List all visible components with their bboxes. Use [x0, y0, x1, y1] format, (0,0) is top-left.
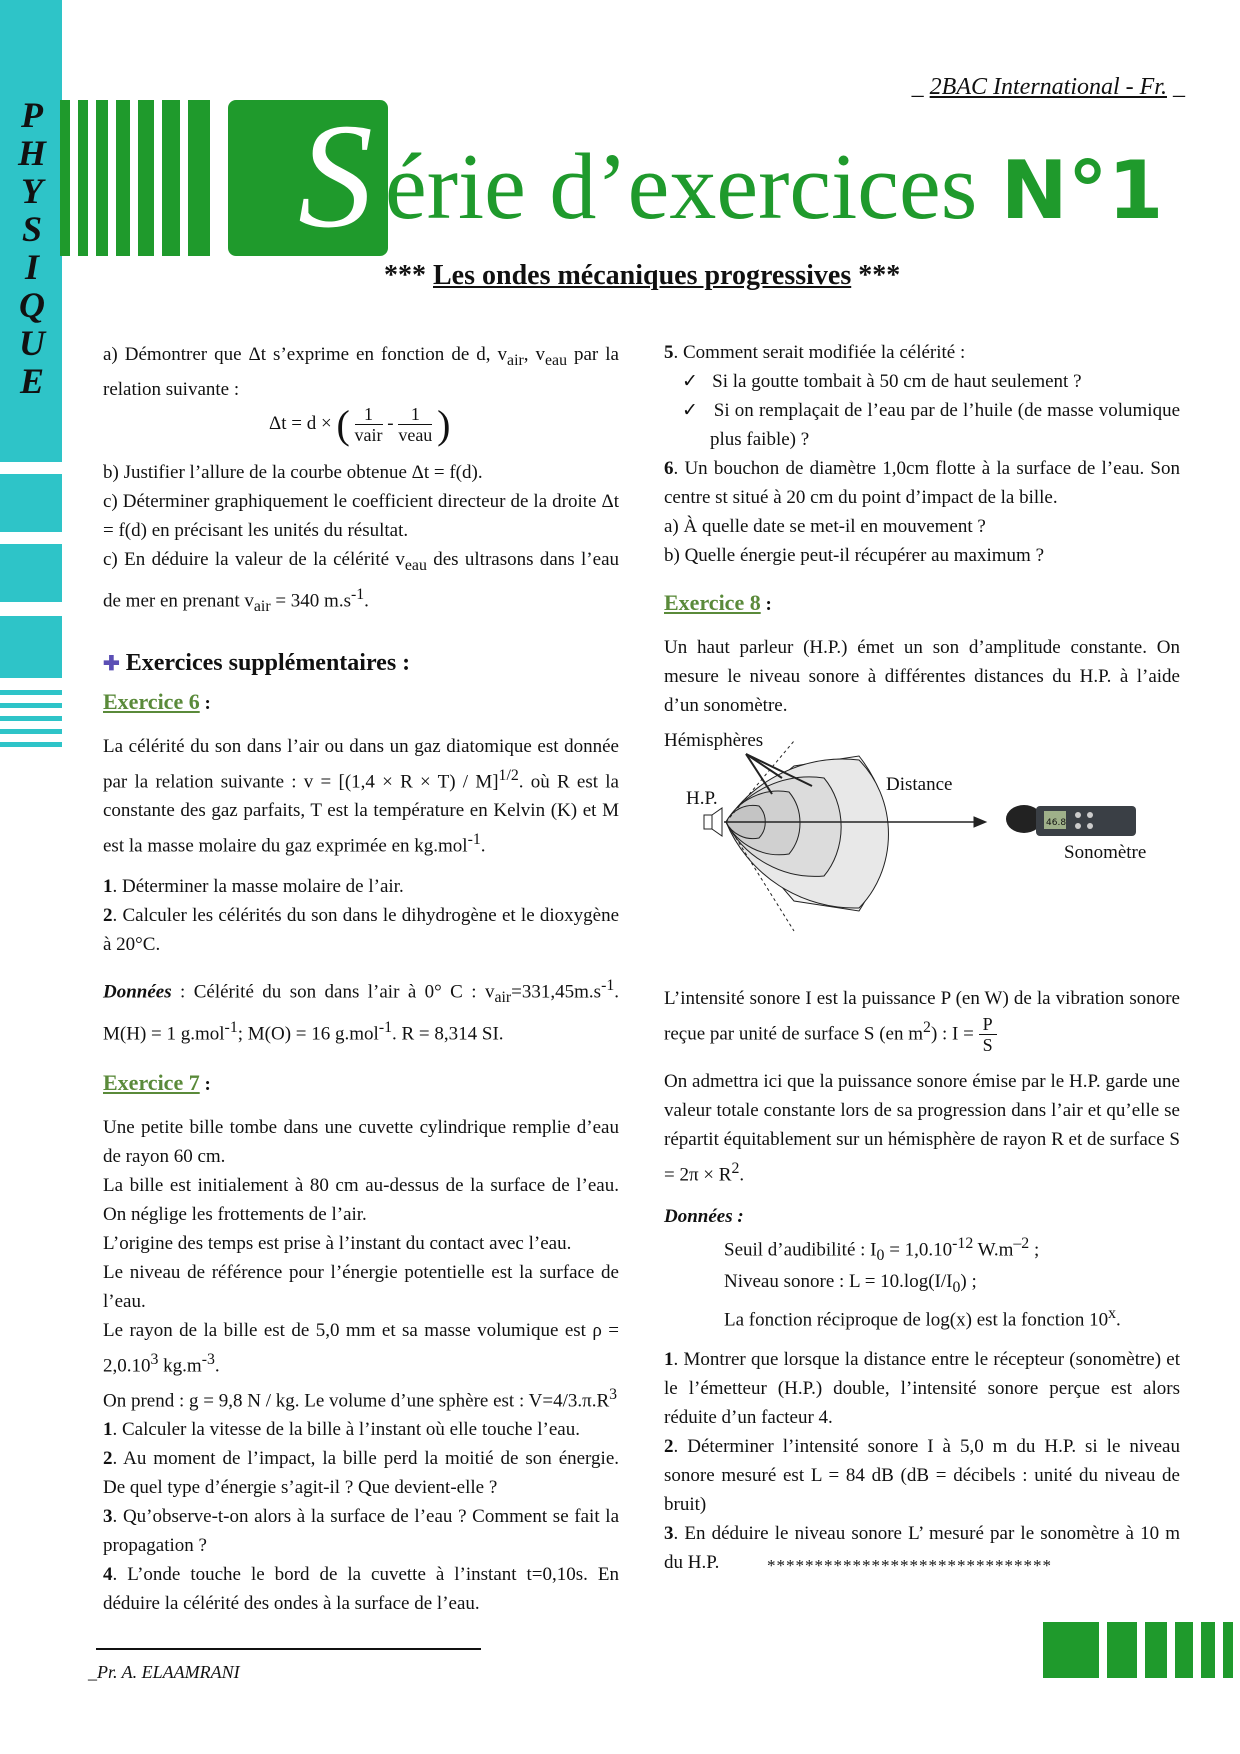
- title-initial-box: [228, 93, 388, 259]
- subject-letter: P: [21, 95, 43, 135]
- exercise-8-heading: Exercice 8 :: [664, 590, 772, 615]
- question-c2: c) En déduire la valeur de la célérité $v_{eau}$ des ultrasons dans l’eau de mer en prenant $v_{air} = 340$ $m.s^{-1}$.: [103, 548, 619, 615]
- ex8-intro: Un haut parleur (H.P.) émet un son d’amplitude constante. On mesure le niveau sonore à différentes distances du H.P. à l’aide d’un sonomètre.: [664, 637, 1180, 716]
- exercise-7-heading: Exercice 7 :: [103, 1069, 211, 1095]
- ex6-data: Données : Célérité du son dans l’air à 0° C : $v_{air}=331,45m.s^{-1}$. M(H) = 1 g.mol$^{-1}$; M(O) = 16 g.mol$^{-1}$. R = 8,314 SI.: [103, 977, 619, 1044]
- ex7-q5-a: ✓ Si la goutte tombait à 50 cm de haut seulement ?: [682, 371, 1082, 392]
- level-text: 2BAC International - Fr.: [929, 74, 1167, 100]
- footer-rule: [96, 1648, 481, 1650]
- subject-letter: U: [19, 323, 45, 363]
- subtitle-stars: ***: [384, 260, 426, 291]
- label-distance: Distance: [886, 774, 953, 795]
- level-label: _ 2BAC International - Fr. _: [911, 74, 1185, 100]
- ex7-line: Le niveau de référence pour l’énergie potentielle est la surface de l’eau.: [103, 1261, 619, 1312]
- ex7-line: On prend : g = 9,8 N / kg. Le volume d’une sphère est : $V=4/3.\pi.R^3$: [103, 1386, 618, 1412]
- strip-block: [0, 616, 62, 678]
- ex7-q4: 4. L’onde touche le bord de la cuvette à l’instant t=0,10s. En déduire la célérité des ondes à la surface de l’eau.: [103, 1564, 619, 1615]
- subject-letter: Q: [19, 285, 45, 325]
- section-supplementary: ✚ Exercices supplémentaires :: [103, 649, 411, 676]
- strip-line: [0, 690, 62, 695]
- ex7-line: L’origine des temps est prise à l’instant du contact avec l’eau.: [103, 1232, 572, 1254]
- title-text: érie d’exercices: [385, 135, 978, 239]
- ex7-q5-b: ✓ Si on remplaçait de l’eau par de l’huile (de masse volumique plus faible) ?: [682, 400, 1181, 450]
- subtitle-stars: ***: [858, 260, 901, 291]
- ex7-line: Le rayon de la bille est de 5,0 mm et sa masse volumique est $\rho = 2,0.10^3$ $kg.m^{-3}$.: [103, 1319, 619, 1377]
- subject-letter: E: [19, 361, 44, 401]
- strip-line: [0, 716, 62, 721]
- assumption: On admettra ici que la puissance sonore émise par le H.P. garde une valeur totale constante lors de sa progression dans l’air et qu’elle se répartit équitablement sur un hémisphère de rayon R et de surface $S = 2\pi \times R^2$.: [664, 1071, 1180, 1186]
- strip-line: [0, 742, 62, 747]
- sound-level-meter: [1006, 805, 1136, 836]
- ex7-line: La bille est initialement à 80 cm au-dessus de la surface de l’eau. On néglige les frottements de l’air.: [103, 1174, 619, 1225]
- title-initial: S: [298, 93, 373, 259]
- svg-text:46.8: 46.8: [1046, 818, 1067, 828]
- right-column: [664, 338, 1180, 1577]
- page-subtitle: [384, 260, 900, 292]
- check-icon: ✓: [682, 400, 699, 421]
- strip-block: [0, 544, 62, 602]
- exercise-6-heading: Exercice 6 :: [103, 688, 211, 714]
- ex7-q5: 5. Comment serait modifiée la célérité :: [664, 342, 966, 363]
- ex7-q6-a: a) À quelle date se met-il en mouvement ?: [664, 516, 986, 537]
- label-sonometer: Sonomètre: [1064, 842, 1147, 863]
- end-stars: ******************************: [767, 1556, 1052, 1575]
- label-hp: H.P.: [686, 788, 718, 809]
- question-c: c) Déterminer graphiquement le coefficient directeur de la droite Δt = f(d) en précisant les unités du résultat.: [103, 490, 619, 541]
- speaker-figure: [664, 726, 1180, 984]
- ex7-q1: 1. Calculer la vitesse de la bille à l’instant où elle touche l’eau.: [103, 1419, 580, 1441]
- left-column: [103, 340, 619, 1618]
- subject-letter: H: [17, 133, 46, 173]
- author: _Pr. A. ELAAMRANI: [88, 1662, 240, 1682]
- page-title: [385, 135, 1164, 239]
- intensity-definition: L’intensité sonore I est la puissance P (en W) de la vibration sonore reçue par unité de surface S (en $m^2$) : I = $\frac{P}{S}$: [664, 988, 1180, 1056]
- strip-line: [0, 729, 62, 734]
- ex7-line: Une petite bille tombe dans une cuvette cylindrique remplie d’eau de rayon 60 cm.: [103, 1116, 619, 1167]
- question-a: a) Démontrer que Δt s’exprime en fonction de d, $v_{air}$, $v_{eau}$ par la relation suivante :: [103, 344, 619, 400]
- series-number: N°1: [1000, 144, 1164, 237]
- subject-vertical-title: [14, 96, 50, 400]
- ex6-q2: 2. Calculer les célérités du son dans le dihydrogène et le dioxygène à 20°C.: [103, 905, 619, 956]
- equation: Δt = d × ( $\frac{1}{\text{vair}}$ - $\frac{1}{\text{veau}}$ ): [269, 401, 451, 447]
- check-icon: ✓: [682, 371, 698, 392]
- ex7-q6-b: b) Quelle énergie peut-il récupérer au maximum ?: [664, 545, 1045, 566]
- ex7-q2: 2. Au moment de l’impact, la bille perd la moitié de son énergie. De quel type d’énergie s’agit-il ? Que devient-elle ?: [103, 1448, 620, 1499]
- ex7-q6: 6. Un bouchon de diamètre 1,0cm flotte à la surface de l’eau. Son centre st situé à 20 cm du point d’impact de la bille.: [664, 458, 1180, 508]
- subtitle-text: Les ondes mécaniques progressives: [433, 260, 852, 291]
- label-hemispheres: Hémisphères: [664, 730, 764, 751]
- ex6-statement: La célérité du son dans l’air ou dans un gaz diatomique est donnée par la relation suivante : $v = [(1,4 \times R \times T) / M]^{1/2}$. où R est la constante des gaz parfaits, T est la température en Kelvin (K) et M est la masse molaire du gaz exprimée en kg.mol$^{-1}$.: [103, 735, 619, 857]
- data-label: Données :: [664, 1205, 744, 1227]
- pin-icon: ✚: [103, 652, 120, 675]
- strip-line: [0, 703, 62, 708]
- ex6-q1: 1. Déterminer la masse molaire de l’air.: [103, 876, 404, 898]
- question-b: b) Justifier l’allure de la courbe obtenue Δt = f(d).: [103, 461, 483, 483]
- subject-letter: Y: [21, 171, 43, 211]
- subject-letter: S: [21, 209, 43, 249]
- ex7-q3: 3. Qu’observe-t-on alors à la surface de l’eau ? Comment se fait la propagation ?: [103, 1506, 620, 1557]
- ex8-q3: 3. En déduire le niveau sonore L’ mesuré par le sonomètre à 10 m du H.P.: [664, 1523, 1180, 1574]
- data-list: Seuil d’audibilité : $I_0 = 1,0.10^{-12}$ $W.m^{-2}$ ; Niveau sonore : $L = 10.\log(I/I_0)$ ; La fonction réciproque de log(x) est la fonction 10$^x$.: [724, 1234, 1121, 1331]
- strip-block: [0, 474, 62, 532]
- subject-letter: I: [24, 247, 39, 287]
- ex8-q2: 2. Déterminer l’intensité sonore I à 5,0 m du H.P. si le niveau sonore mesuré est L = 84 dB (dB = décibels : unité du niveau de bruit): [664, 1436, 1180, 1516]
- ex8-q1: 1. Montrer que lorsque la distance entre le récepteur (sonomètre) et le l’émetteur (H.P.) double, l’intensité sonore perçue est alors réduite d’un facteur 4.: [664, 1349, 1181, 1429]
